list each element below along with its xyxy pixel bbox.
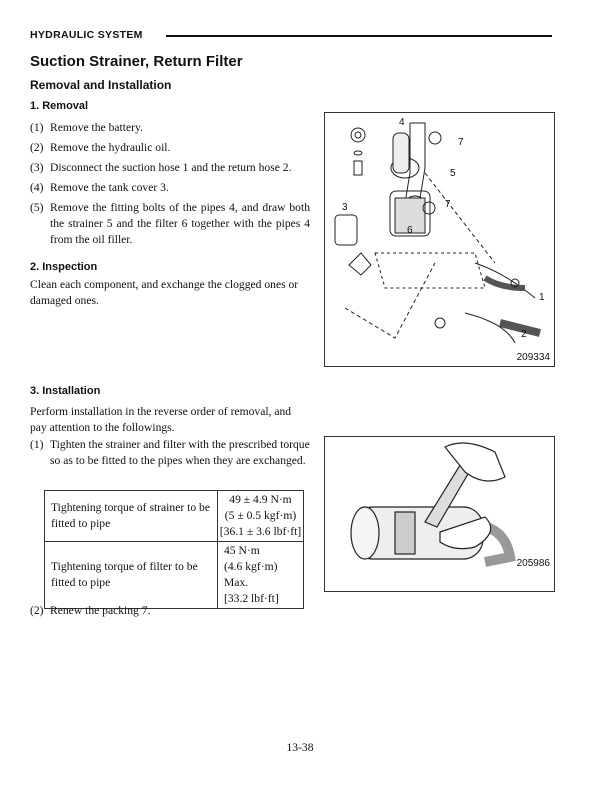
inspection-heading: 2. Inspection bbox=[30, 261, 98, 273]
callout-1: 1 bbox=[539, 292, 545, 303]
callout-7b: 7 bbox=[445, 199, 451, 210]
callout-3: 3 bbox=[342, 202, 348, 213]
header-rule bbox=[166, 35, 552, 37]
value-kgfm: (5 ± 0.5 kgf·m) bbox=[224, 509, 297, 522]
step-number: (3) bbox=[30, 161, 44, 174]
removal-step bbox=[30, 140, 310, 156]
value-kgfm: (4.6 kgf·m) Max. bbox=[224, 560, 278, 589]
table-cell-item: Tightening torque of strainer to be fitted to pipe bbox=[45, 491, 218, 542]
step-text: Remove the battery. bbox=[50, 121, 143, 134]
step-number: (2) bbox=[30, 141, 44, 154]
table-cell-value bbox=[218, 491, 304, 542]
step-text: Renew the packing 7. bbox=[50, 604, 151, 617]
table-cell-value bbox=[218, 542, 304, 609]
step-number: (4) bbox=[30, 181, 44, 194]
callout-5: 5 bbox=[450, 168, 456, 179]
value-lbfft: [33.2 lbf·ft] bbox=[224, 592, 279, 605]
exploded-view-figure bbox=[324, 112, 555, 367]
step-number: (1) bbox=[30, 121, 44, 134]
removal-step bbox=[30, 200, 310, 248]
removal-step bbox=[30, 180, 310, 196]
page-number: 13-38 bbox=[286, 741, 314, 754]
value-nm: 45 N·m bbox=[224, 544, 260, 557]
inspection-text: Clean each component, and exchange the clogged ones or damaged ones. bbox=[30, 278, 299, 307]
step-text: Tighten the strainer and filter with the prescribed torque so as to be fitted to the pipes when they are exchanged. bbox=[50, 438, 310, 467]
page-title: Suction Strainer, Return Filter bbox=[30, 53, 243, 70]
exploded-view-illustration bbox=[325, 113, 554, 366]
table-cell-item: Tightening torque of filter to be fitted to pipe bbox=[45, 542, 218, 609]
removal-step bbox=[30, 120, 310, 136]
callout-7: 7 bbox=[458, 137, 464, 148]
torque-table bbox=[44, 490, 304, 609]
section-header: HYDRAULIC SYSTEM bbox=[30, 29, 143, 41]
table-row bbox=[45, 542, 304, 609]
installation-step bbox=[30, 437, 310, 469]
removal-step bbox=[30, 160, 310, 176]
callout-2: 2 bbox=[521, 329, 527, 340]
step-number: (2) bbox=[30, 604, 44, 617]
value-nm: 49 ± 4.9 N·m bbox=[229, 493, 292, 506]
step-number: (1) bbox=[30, 438, 44, 451]
figure-number: 209334 bbox=[516, 352, 550, 363]
step-text: Remove the tank cover 3. bbox=[50, 181, 169, 194]
removal-heading: 1. Removal bbox=[30, 100, 89, 112]
step-text: Remove the fitting bolts of the pipes 4, and draw both the strainer 5 and the filter 6 together with the pipes 4 from the oil filler. bbox=[50, 201, 310, 246]
value-lbfft: [36.1 ± 3.6 lbf·ft] bbox=[219, 525, 302, 538]
callout-6: 6 bbox=[407, 225, 413, 236]
installation-photo-figure bbox=[324, 436, 555, 592]
table-row bbox=[45, 491, 304, 542]
installation-step bbox=[30, 603, 310, 619]
step-text: Remove the hydraulic oil. bbox=[50, 141, 171, 154]
step-number: (5) bbox=[30, 201, 44, 214]
installation-text: Perform installation in the reverse order of removal, and pay attention to the followings. bbox=[30, 405, 292, 434]
step-text: Disconnect the suction hose 1 and the return hose 2. bbox=[50, 161, 292, 174]
callout-4: 4 bbox=[399, 117, 405, 128]
page-subtitle: Removal and Installation bbox=[30, 78, 172, 92]
figure-number: 205986 bbox=[516, 558, 550, 569]
installation-heading: 3. Installation bbox=[30, 385, 101, 397]
